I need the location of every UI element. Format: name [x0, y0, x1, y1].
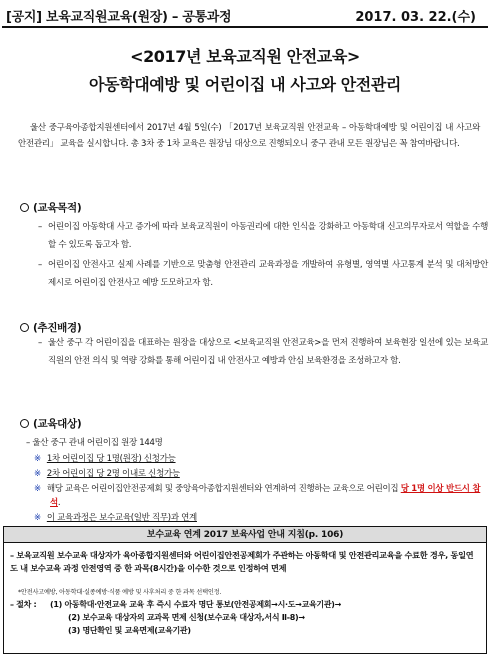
dash-icon: – [38, 260, 42, 270]
notice-label: [공지] 보육교직원교육(원장) – 공통과정 [6, 10, 232, 25]
procedure-step: (2) 보수교육 대상자의 교과목 면제 신청(보수교육 대상자,서식 Ⅱ-8)→ [68, 613, 305, 622]
procedure-step: (3) 명단확인 및 교육면제(교육기관) [68, 626, 191, 635]
section-target-heading: (교육대상) [20, 416, 81, 431]
circle-bullet-icon [20, 323, 29, 332]
circle-bullet-icon [20, 203, 29, 212]
dash-icon: – [38, 222, 42, 232]
notice-header [0, 0, 490, 30]
header-divider [2, 26, 488, 28]
box-footnote: *안전사고예방, 아동학대·실종예방·식품 예방 및 사후처리 중 한 과목 선택인정. [18, 589, 222, 596]
section-background-heading: (추진배경) [20, 320, 81, 335]
target-note: ※ 1차 어린이집 당 1명(원장) 신청가능 [34, 454, 176, 464]
box-paragraph: – 보육교직원 보수교육 대상자가 육아종합지원센터와 어린이집안전공제회가 주관하는 아동학대 및 안전관리교육을 수료한 경우, 동일연도 내 보수교육 과정 안전영역 중 한 과목(8시간)을 이수한 것으로 인정하여 면제 [10, 550, 474, 573]
training-link-box [3, 526, 487, 654]
procedure-step: (1) 아동학대·안전교육 교육 후 즉시 수료자 명단 통보(안전공제회→시·도→교육기관)→ [50, 600, 342, 609]
note-mark-icon: ※ [34, 469, 41, 479]
purpose-item: – 어린이집 아동학대 사고 증가에 따라 보육교직원이 아동권리에 대한 인식을 강화하고 아동학대 신고의무자로서 역할을 수행할 수 있도록 돕고자 함. [38, 218, 488, 254]
notice-date: 2017. 03. 22.(수) [355, 10, 476, 25]
target-note: ※ 해당 교육은 어린이집안전공제회 및 중앙육아종합지원센터와 연계하여 진행하는 교육으로 어린이집 당 1명 이상 반드시 참석. [34, 484, 481, 508]
note-mark-icon: ※ [34, 484, 41, 494]
note-mark-icon: ※ [34, 513, 41, 523]
document-title: <2017년 보육교직원 안전교육> [130, 47, 360, 66]
document-subtitle: 아동학대예방 및 어린이집 내 사고와 안전관리 [89, 75, 401, 94]
target-note: ※ 이 교육과정은 보수교육(일반 직무)과 연계 [34, 513, 197, 523]
circle-bullet-icon [20, 419, 29, 428]
section-purpose-heading: (교육목적) [20, 200, 81, 215]
note-mark-icon: ※ [34, 454, 41, 464]
box-heading: 보수교육 연계 2017 보육사업 안내 지침(p. 106) [4, 527, 486, 543]
background-item: – 울산 중구 각 어린이집을 대표하는 원장을 대상으로 <보육교직원 안전교육>을 먼저 진행하여 보육현장 일선에 있는 보육교직원의 안전 의식 및 역량 강화를 통해 어린이집 내 안전사고 예방과 안심 보육환경을 조성하고자 함. [38, 334, 488, 370]
intro-paragraph: 울산 중구육아종합지원센터에서 2017년 4월 5일(수) 「2017년 보육교직원 안전교육 – 아동학대예방 및 어린이집 내 사고와 안전관리」 교육을 실시합니다. 총 3차 중 1차 교육은 원장님 대상으로 진행되오니 중구 관내 모든 원장님은 꼭 참여바랍니다. [18, 123, 480, 149]
target-note: ※ 2차 어린이집 당 2명 이내로 신청가능 [34, 469, 180, 479]
target-line: – 울산 중구 관내 어린이집 원장 144명 [26, 438, 163, 448]
required-attendance: 당 1명 이상 반드시 참석 [50, 484, 481, 508]
procedure-label: – 절차 : [10, 600, 37, 609]
purpose-item: – 어린이집 안전사고 실제 사례를 기반으로 맞춤형 안전관리 교육과정을 개발하여 유형별, 영역별 사고통계 분석 및 대처방안 제시로 어린이집 안전사고 예방 도모하고자 함. [38, 256, 488, 292]
dash-icon: – [38, 338, 42, 348]
